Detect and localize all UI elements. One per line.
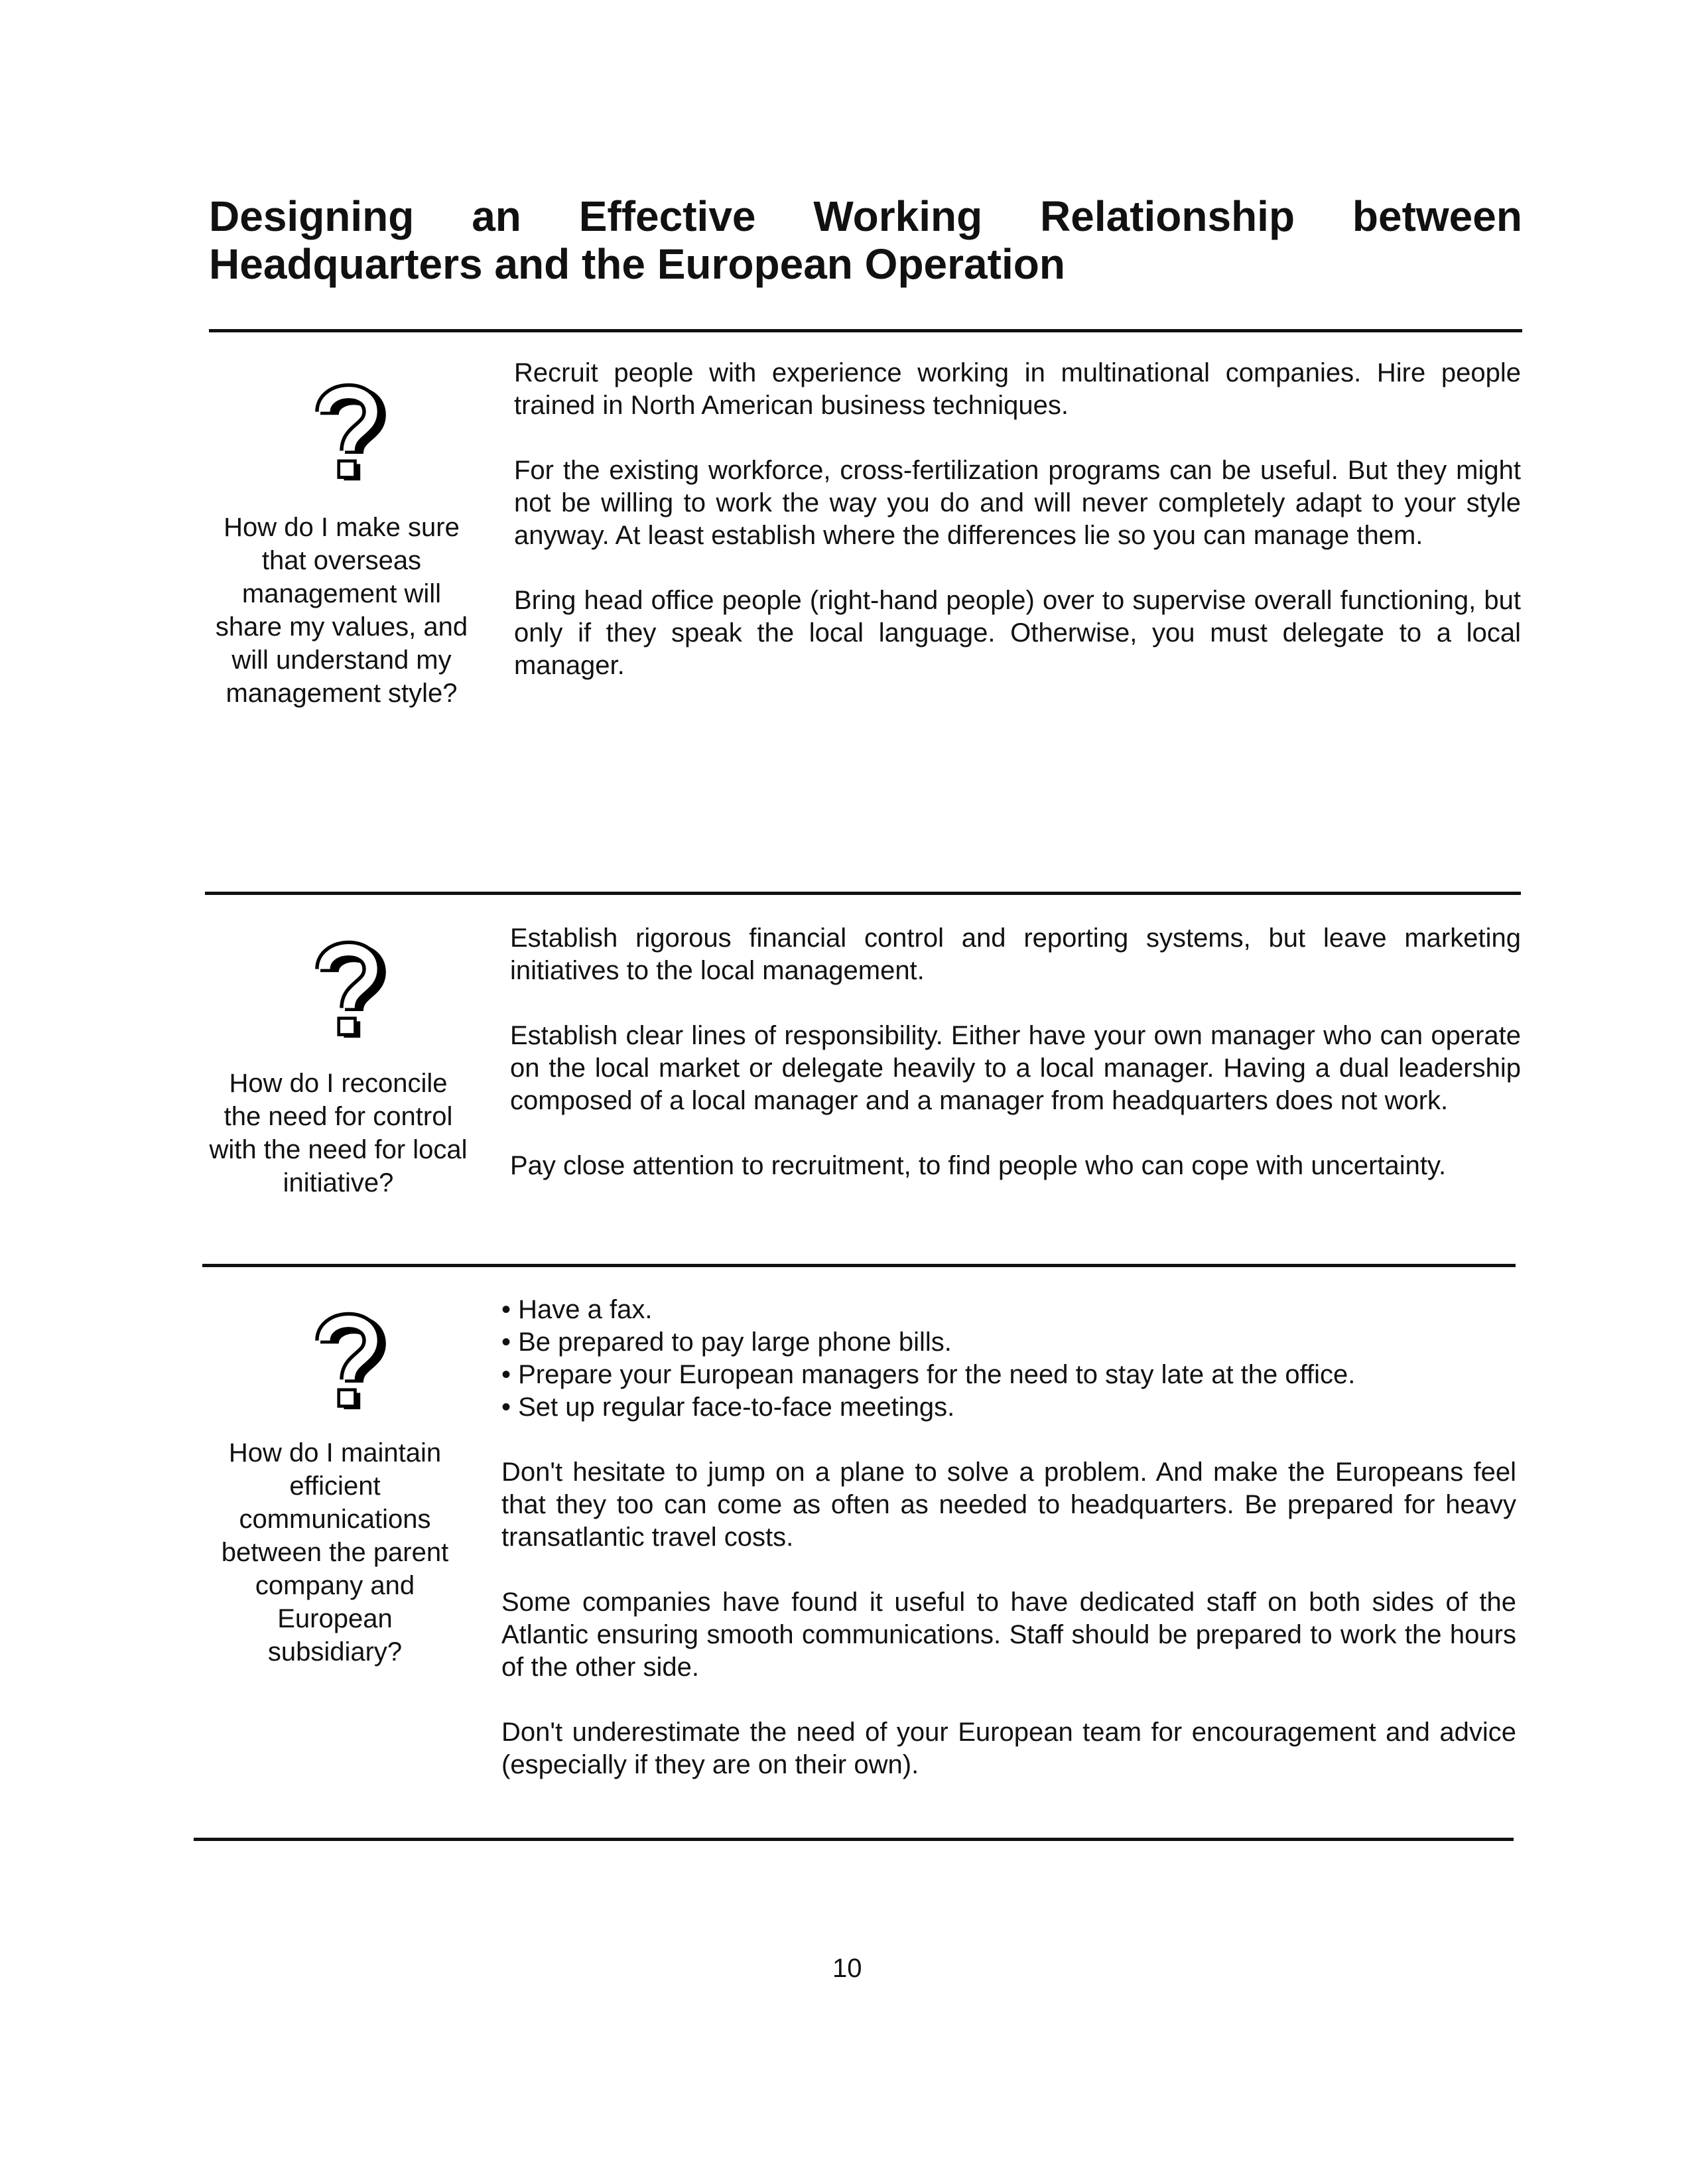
page-title [209,192,1522,288]
question-text: How do I reconcile the need for control with the need for local initiative? [209,1069,468,1197]
bullet-list [501,1294,1516,1424]
title-word: an [472,192,521,240]
answer-block [501,1294,1516,1814]
title-word: Effective [578,192,756,240]
answer-paragraph: Don't hesitate to jump on a plane to solve a problem. And make the Europeans feel that they too can come as often as needed to headquarters. Be prepared for heavy transatlantic travel costs. [501,1458,1516,1552]
answer-paragraph: Some companies have found it useful to have dedicated staff on both sides of the Atlantic ensuring smooth communications. Staff should be prepared to work the hours of the other side. [501,1588,1516,1682]
title-word: between [1352,192,1522,240]
title-line-1 [209,192,1522,240]
title-word: Working [813,192,983,240]
title-line-2: Headquarters and the European Operation [209,240,1065,288]
bullet-item: • Be prepared to pay large phone bills. [501,1326,1516,1359]
question-mark-icon [292,375,398,488]
question-mark-icon [292,932,398,1045]
title-word: Designing [209,192,415,240]
page-number: 10 [832,1954,862,1983]
answer-block [510,922,1521,1215]
bullet-item: • Prepare your European managers for the need to stay late at the office. [501,1359,1516,1391]
question-text: How do I maintain efficient communications between the parent company and European subsidiary? [221,1438,449,1667]
answer-paragraph: Establish rigorous financial control and reporting systems, but leave marketing initiatives to the local management. [510,923,1521,985]
answer-block [514,357,1521,715]
answer-paragraph: Pay close attention to recruitment, to find people who can cope with uncertainty. [510,1151,1447,1180]
divider [202,1264,1516,1267]
title-word: Relationship [1040,192,1295,240]
divider [194,1838,1514,1841]
answer-paragraph: Establish clear lines of responsibility. Either have your own manager who can operate on the local market or delegate heavily to a local manager. Having a dual leadership composed of a local manager and a manager from headquarters does not work. [510,1021,1521,1115]
answer-paragraph: Recruit people with experience working in multinational companies. Hire people trained in North American business techniques. [514,358,1521,420]
divider [205,892,1521,895]
question-mark-icon [292,1304,398,1416]
answer-paragraph: Don't underestimate the need of your European team for encouragement and advice (especially if they are on their own). [501,1718,1516,1779]
question-text: How do I make sure that overseas management will share my values, and will understand my management style? [215,513,468,708]
answer-paragraph: Bring head office people (right-hand people) over to supervise overall functioning, but only if they speak the local language. Otherwise, you must delegate to a local manager. [514,586,1521,680]
bullet-item: • Have a fax. [501,1294,1516,1326]
bullet-item: • Set up regular face-to-face meetings. [501,1391,1516,1424]
answer-paragraph: For the existing workforce, cross-fertilization programs can be useful. But they might not be willing to work the way you do and will never completely adapt to your style anyway. At least establish where the differences lie so you can manage them. [514,456,1521,550]
divider [209,329,1522,332]
